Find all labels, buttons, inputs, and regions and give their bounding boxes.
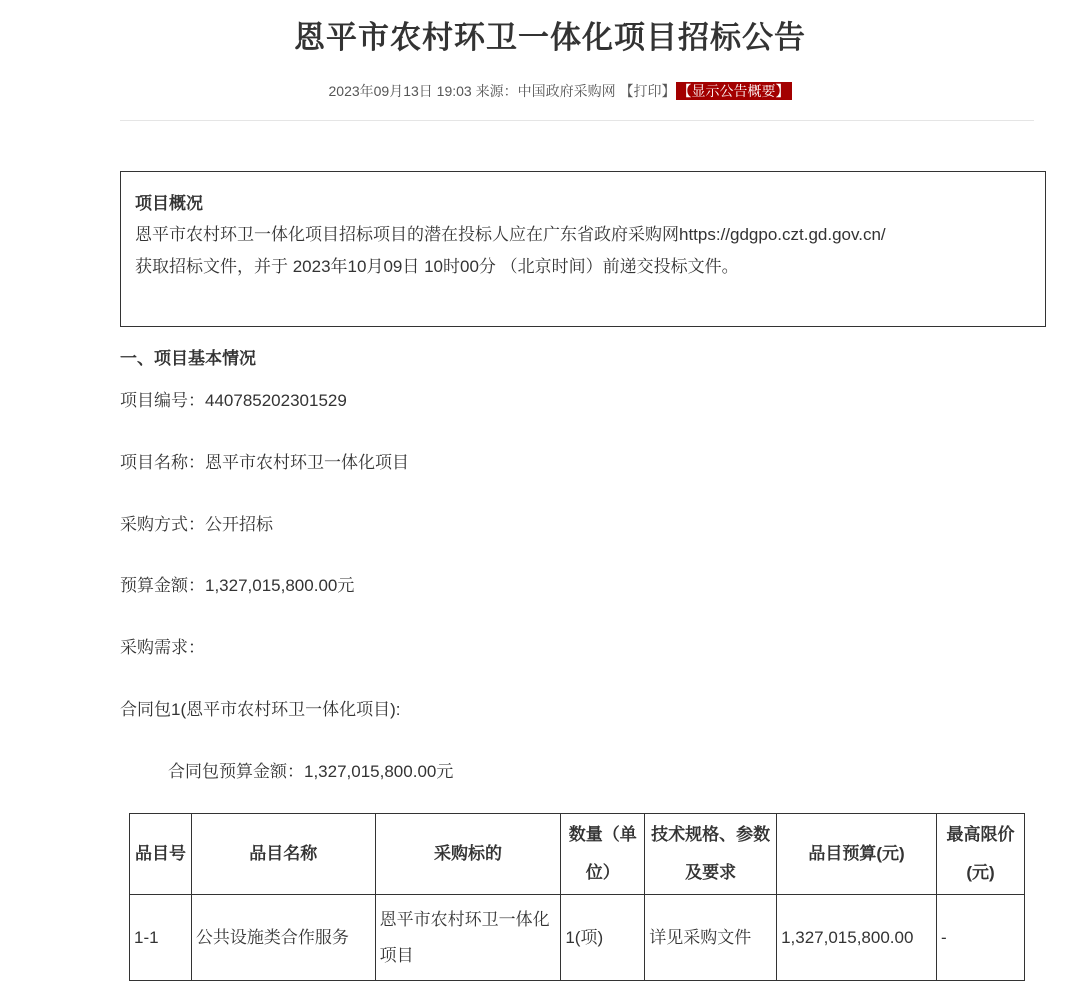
overview-line-2: 获取招标文件，并于 2023年10月09日 10时00分 （北京时间）前递交投标文件。 [135, 257, 739, 276]
print-link[interactable]: 【打印】 [619, 83, 676, 99]
table-cell: 1,327,015,800.00 [777, 895, 937, 981]
table-cell: 详见采购文件 [645, 895, 777, 981]
table-header: 最高限价(元) [937, 814, 1025, 895]
table-header: 品目预算(元) [777, 814, 937, 895]
show-summary-button[interactable]: 【显示公告概要】 [677, 83, 790, 99]
publish-datetime: 2023年09月13日 19:03 [328, 83, 472, 99]
items-table [129, 813, 1025, 981]
table-cell: 1(项) [561, 895, 645, 981]
procurement-method: 采购方式：公开招标 [120, 515, 273, 534]
source-label: 来源： [475, 83, 518, 99]
overview-heading: 项目概况 [135, 194, 203, 213]
table-cell: 恩平市农村环卫一体化项目 [375, 895, 561, 981]
table-header: 采购标的 [375, 814, 561, 895]
overview-text [135, 219, 1031, 283]
section-heading-basic-info: 一、项目基本情况 [120, 349, 256, 368]
table-cell: 1-1 [130, 895, 192, 981]
table-header: 数量（单位） [561, 814, 645, 895]
package-budget: 合同包预算金额：1,327,015,800.00元 [168, 762, 454, 781]
table-header-row [130, 814, 1025, 895]
project-name: 项目名称：恩平市农村环卫一体化项目 [120, 453, 409, 472]
overview-line-1: 恩平市农村环卫一体化项目招标项目的潜在投标人应在广东省政府采购网https://gdgpo.czt.gd.gov.cn/ [135, 225, 886, 244]
contract-package: 合同包1(恩平市农村环卫一体化项目): [120, 700, 401, 719]
table-header: 技术规格、参数及要求 [645, 814, 777, 895]
procurement-demand: 采购需求： [120, 638, 205, 657]
project-overview-box [120, 171, 1046, 327]
table-row [130, 895, 1025, 981]
article-meta [0, 81, 1080, 101]
header-divider [120, 120, 1034, 121]
table-header: 品目名称 [191, 814, 375, 895]
table-header: 品目号 [130, 814, 192, 895]
table-cell: - [937, 895, 1025, 981]
source-name: 中国政府采购网 [517, 83, 616, 99]
page-title: 恩平市农村环卫一体化项目招标公告 [294, 20, 806, 55]
project-number: 项目编号：440785202301529 [120, 391, 347, 410]
table-cell: 公共设施类合作服务 [191, 895, 375, 981]
budget-amount: 预算金额：1,327,015,800.00元 [120, 576, 355, 595]
